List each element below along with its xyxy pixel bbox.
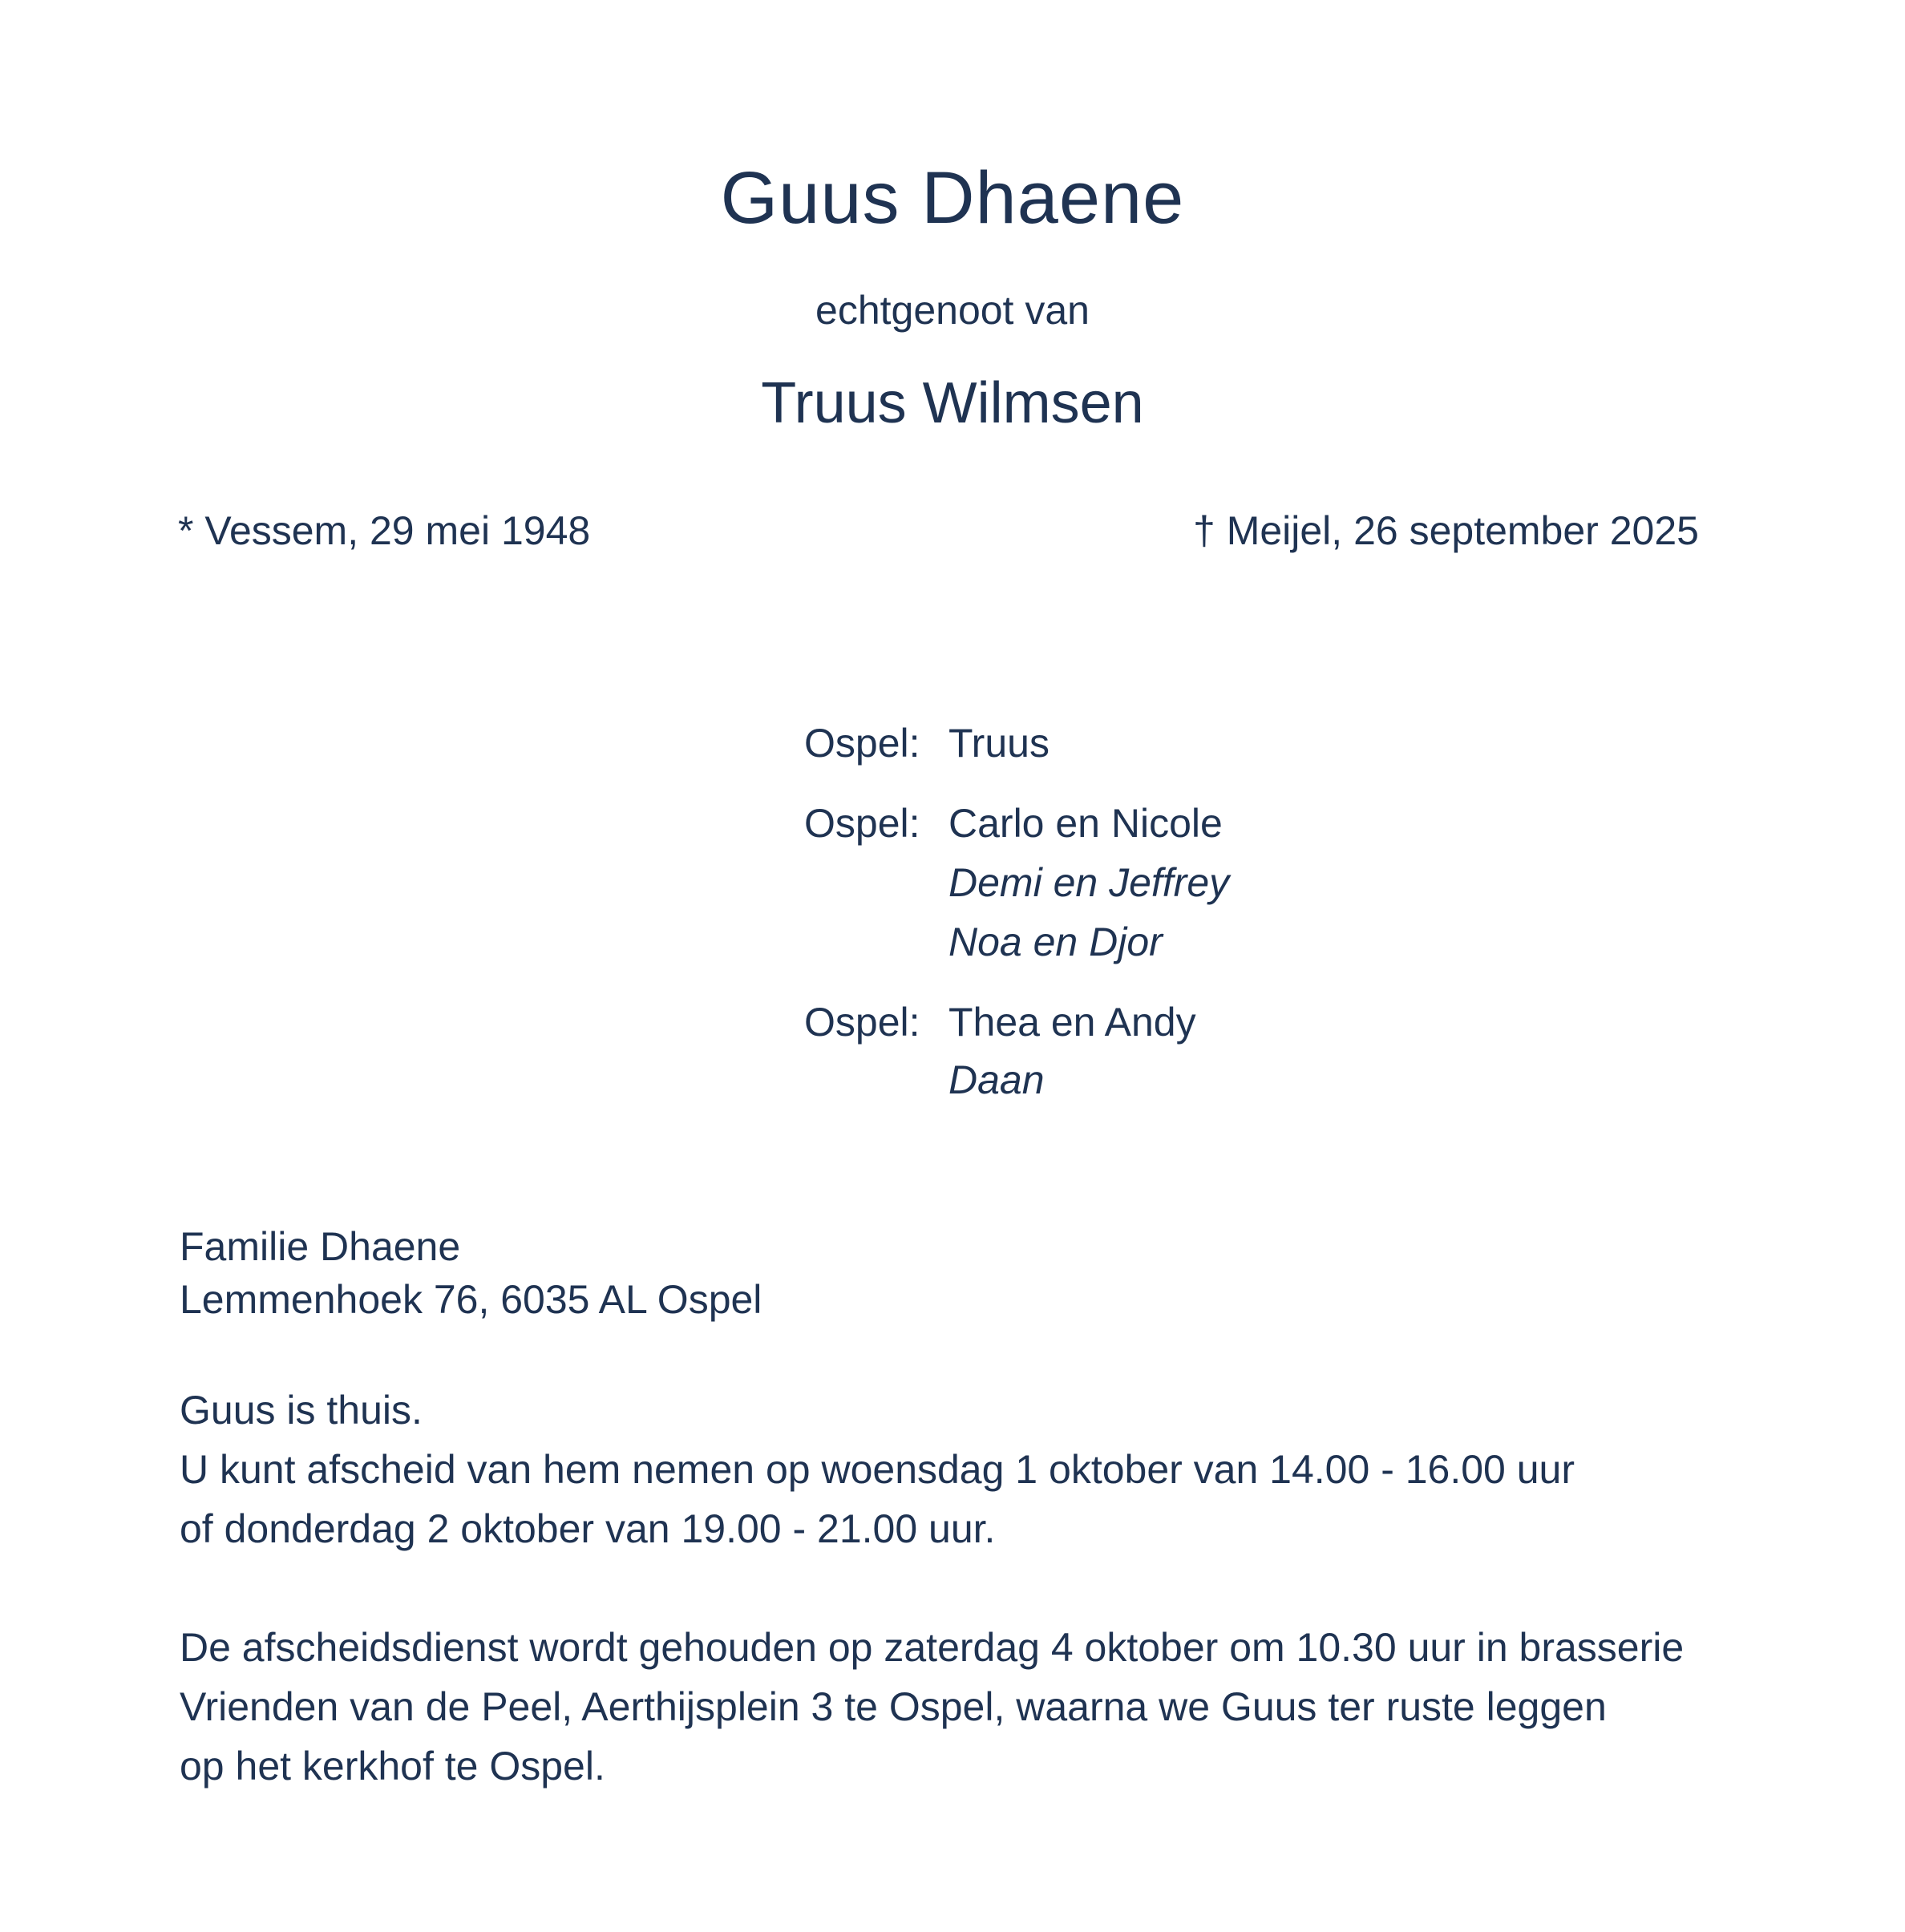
family-place-1: Ospel: (804, 721, 920, 766)
address-name: Familie Dhaene (180, 1224, 461, 1269)
family-names-3: Thea en Andy (948, 1000, 1196, 1045)
relation-text: echtgenoot van (815, 288, 1090, 333)
address-street: Lemmenhoek 76, 6035 AL Ospel (180, 1277, 762, 1322)
service-line-2: Vrienden van de Peel, Aerthijsplein 3 te Ospel, waarna we Guus ter ruste leggen (180, 1684, 1607, 1729)
family-child-2-1: Demi en Jeffrey (948, 860, 1230, 905)
spouse-name: Truus Wilmsen (761, 371, 1144, 435)
service-line-1: De afscheidsdienst wordt gehouden op zaterdag 4 oktober om 10.30 uur in brasserie (180, 1625, 1685, 1670)
family-names-1: Truus (948, 721, 1050, 766)
family-place-2: Ospel: (804, 801, 920, 846)
family-child-3-1: Daan (948, 1057, 1045, 1102)
visit-line-2: U kunt afscheid van hem nemen op woensdag 1 oktober van 14.00 - 16.00 uur (180, 1447, 1575, 1492)
visit-line-3: of donderdag 2 oktober van 19.00 - 21.00 uur. (180, 1506, 996, 1551)
family-place-3: Ospel: (804, 1000, 920, 1045)
death-info: † Meijel, 26 september 2025 (1193, 508, 1699, 553)
service-line-3: op het kerkhof te Ospel. (180, 1744, 605, 1789)
family-child-2-2: Noa en Djor (948, 920, 1163, 964)
family-names-2: Carlo en Nicole (948, 801, 1223, 846)
birth-info: * Vessem, 29 mei 1948 (178, 508, 591, 553)
deceased-name: Guus Dhaene (720, 157, 1185, 239)
visit-line-1: Guus is thuis. (180, 1388, 423, 1433)
